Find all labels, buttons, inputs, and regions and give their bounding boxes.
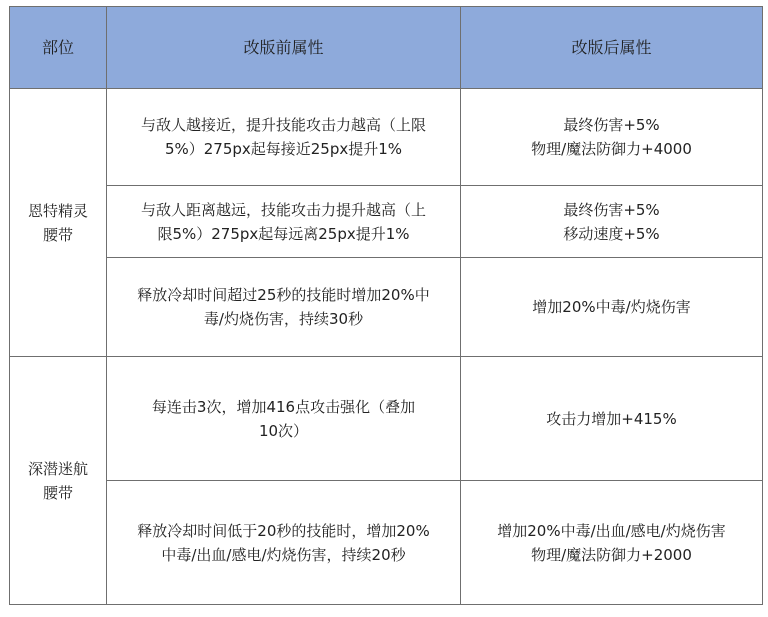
before-text-line: 5%）275px起每接近25px提升1% bbox=[164, 140, 403, 158]
header-row bbox=[10, 7, 763, 89]
table-header bbox=[10, 7, 763, 89]
after-text-line: 移动速度+5% bbox=[563, 224, 660, 243]
after-text-line: 增加20%中毒/灼烧伤害 bbox=[532, 298, 691, 316]
table-row bbox=[10, 258, 763, 357]
part-name-line: 腰带 bbox=[42, 225, 73, 244]
before-text-line: 10次） bbox=[258, 421, 309, 440]
comparison-table bbox=[9, 6, 763, 605]
after-cell bbox=[461, 89, 763, 186]
table-row bbox=[10, 481, 763, 605]
table-row bbox=[10, 186, 763, 258]
table-body bbox=[10, 89, 763, 605]
before-text-line: 毒/灼烧伤害，持续30秒 bbox=[203, 310, 364, 328]
before-text-line: 限5%）275px起每远离25px提升1% bbox=[157, 224, 410, 243]
before-text-line: 中毒/出血/感电/灼烧伤害，持续20秒 bbox=[161, 545, 406, 564]
part-cell-1 bbox=[10, 89, 107, 357]
before-text-line: 释放冷却时间低于20秒的技能时，增加20% bbox=[137, 521, 430, 540]
before-cell bbox=[107, 481, 461, 605]
before-text-line: 释放冷却时间超过25秒的技能时增加20%中 bbox=[137, 286, 430, 304]
part-name-line: 深潜迷航 bbox=[27, 459, 88, 478]
header-before: 改版前属性 bbox=[107, 7, 461, 89]
before-text-line: 与敌人距离越远，技能攻击力提升越高（上 bbox=[140, 200, 426, 219]
before-text-line: 与敌人越接近，提升技能攻击力越高（上限 bbox=[140, 116, 426, 134]
part-name-line: 腰带 bbox=[42, 483, 73, 502]
after-text-line: 最终伤害+5% bbox=[563, 200, 660, 219]
after-text-line: 物理/魔法防御力+2000 bbox=[531, 545, 692, 564]
after-cell bbox=[461, 481, 763, 605]
after-text-line: 最终伤害+5% bbox=[563, 116, 660, 134]
part-name-line: 恩特精灵 bbox=[27, 201, 88, 220]
part-cell-2 bbox=[10, 357, 107, 605]
table-row bbox=[10, 357, 763, 481]
after-text-line: 增加20%中毒/出血/感电/灼烧伤害 bbox=[497, 521, 726, 540]
before-text-line: 每连击3次，增加416点攻击强化（叠加 bbox=[151, 397, 416, 416]
header-after: 改版后属性 bbox=[461, 7, 763, 89]
before-cell bbox=[107, 186, 461, 258]
header-part: 部位 bbox=[10, 7, 107, 89]
after-cell bbox=[461, 186, 763, 258]
before-cell bbox=[107, 357, 461, 481]
before-cell bbox=[107, 258, 461, 357]
table-row bbox=[10, 89, 763, 186]
after-text-line: 攻击力增加+415% bbox=[546, 409, 677, 428]
after-cell bbox=[461, 258, 763, 357]
after-cell bbox=[461, 357, 763, 481]
after-text-line: 物理/魔法防御力+4000 bbox=[531, 140, 692, 158]
before-cell bbox=[107, 89, 461, 186]
